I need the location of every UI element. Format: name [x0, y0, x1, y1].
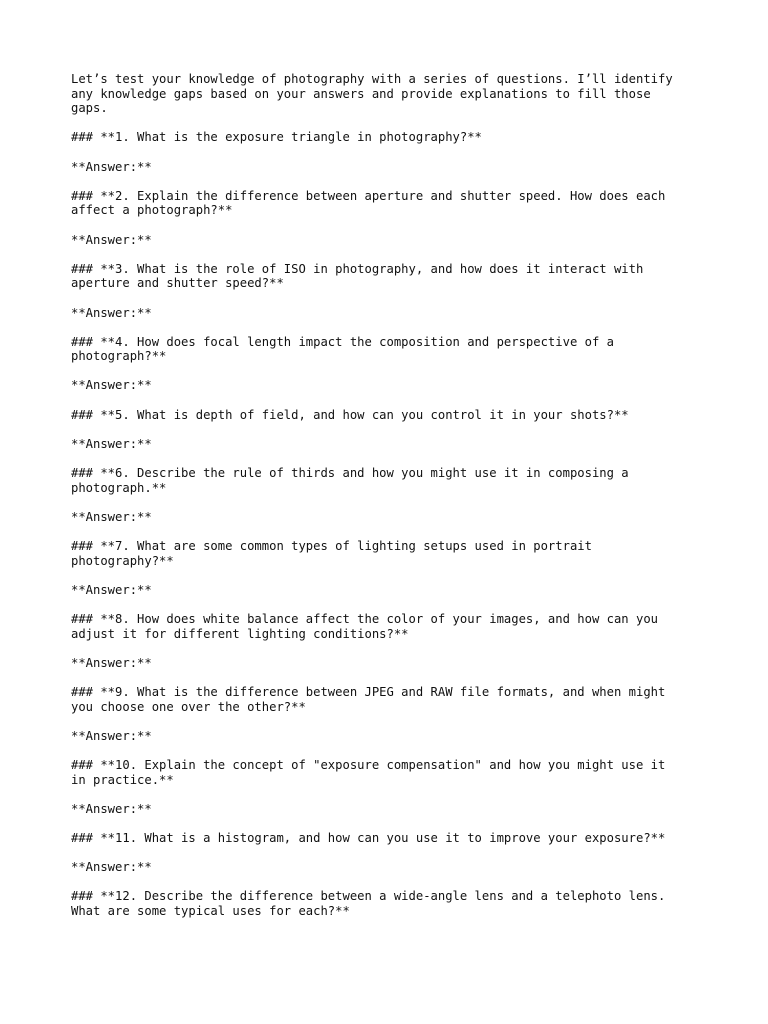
question-heading: ### **11. What is a histogram, and how can you use it to improve your exposure?** — [71, 830, 666, 845]
question-heading: ### **6. Describe the rule of thirds and how you might use it in composing a photograph.** — [71, 466, 629, 495]
question-block-1 — [71, 130, 701, 174]
answer-label: **Answer:** — [71, 378, 152, 393]
question-heading: ### **4. How does focal length impact the composition and perspective of a photograph?** — [71, 334, 614, 364]
document-page — [71, 72, 701, 933]
question-block-12 — [71, 889, 701, 918]
question-heading: ### **5. What is depth of field, and how can you control it in your shots?** — [71, 407, 629, 422]
answer-label: **Answer:** — [71, 860, 152, 875]
answer-label: **Answer:** — [71, 436, 152, 451]
question-block-9 — [71, 685, 701, 743]
question-block-4 — [71, 335, 701, 393]
intro-paragraph: Let’s test your knowledge of photography with a series of questions. I’ll identify any knowledge gaps based on your answers and provide explanations to fill those gaps. — [71, 72, 673, 116]
answer-label: **Answer:** — [71, 159, 152, 174]
question-block-11 — [71, 831, 701, 875]
question-block-3 — [71, 262, 701, 320]
answer-label: **Answer:** — [71, 655, 152, 670]
question-block-6 — [71, 466, 701, 524]
question-heading: ### **3. What is the role of ISO in photography, and how does it interact with aperture and shutter speed?** — [71, 261, 644, 291]
answer-label: **Answer:** — [71, 582, 152, 597]
answer-label: **Answer:** — [71, 728, 152, 743]
question-heading: ### **10. Explain the concept of "exposure compensation" and how you might use it in practice.** — [71, 757, 666, 787]
question-block-5 — [71, 408, 701, 452]
question-block-10 — [71, 758, 701, 816]
answer-label: **Answer:** — [71, 305, 152, 320]
question-block-2 — [71, 189, 701, 247]
answer-label: **Answer:** — [71, 232, 152, 247]
question-heading: ### **7. What are some common types of lighting setups used in portrait photography?** — [71, 539, 592, 568]
question-heading: ### **8. How does white balance affect the color of your images, and how can you adjust it for different lighting conditions?** — [71, 611, 658, 641]
question-heading: ### **2. Explain the difference between aperture and shutter speed. How does each affect a photograph?** — [71, 188, 666, 218]
question-block-7 — [71, 539, 701, 597]
question-heading: ### **9. What is the difference between JPEG and RAW file formats, and when might you choose one over the other?** — [71, 684, 666, 714]
question-block-8 — [71, 612, 701, 670]
answer-label: **Answer:** — [71, 509, 152, 524]
question-heading: ### **12. Describe the difference between a wide-angle lens and a telephoto lens. What are some typical uses for each?** — [71, 889, 666, 918]
question-heading: ### **1. What is the exposure triangle in photography?** — [71, 130, 482, 145]
answer-label: **Answer:** — [71, 801, 152, 816]
